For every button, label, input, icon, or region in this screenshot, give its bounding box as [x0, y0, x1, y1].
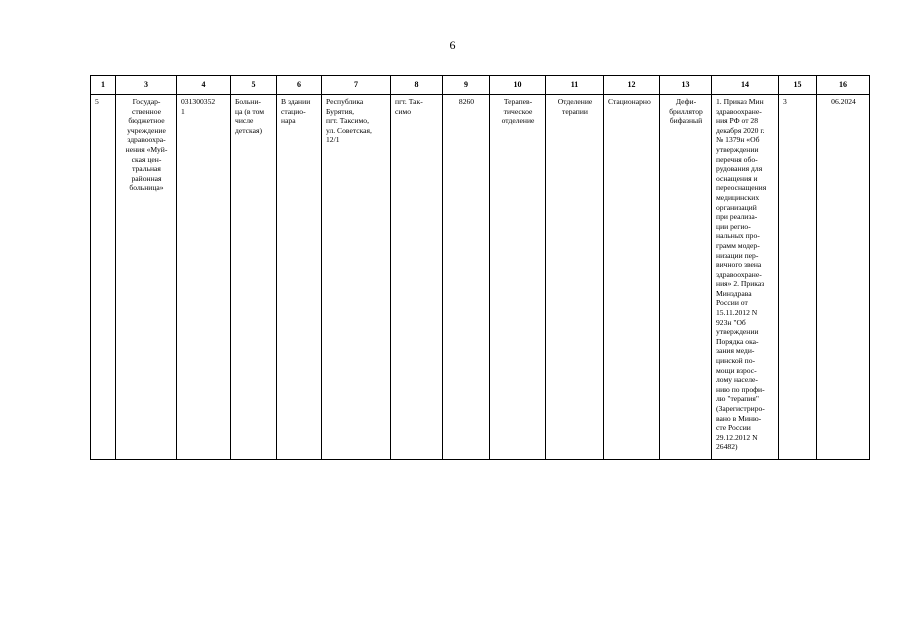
cell-unit: Отделение терапии: [546, 95, 604, 460]
header-cell: 13: [660, 76, 712, 95]
cell-organization-code: 031300352 1: [177, 95, 231, 460]
header-cell: 10: [490, 76, 546, 95]
cell-organization-name: Государ- ственное бюджетное учреждение здравоохра- нения «Муй- ская цен- тральная районная больница»: [116, 95, 177, 460]
header-cell: 14: [712, 76, 779, 95]
page-number: 6: [449, 38, 456, 52]
header-cell: 7: [322, 76, 391, 95]
cell-regulation: 1. Приказ Мин здравоохране- ния РФ от 28 декабря 2020 г. № 1379н «Об утверждении перечня обо- рудования для оснащения и переоснащения медицинских организаций при реализа- ции регио- нальных про- грамм модер- низации пер- вичного звена здравоохране- ния» 2. Приказ Минздрава России от 15.11.2012 N 923н "Об утверждении Порядка ока- зания меди- цинской по- мощи взрос- лому населе- нию по профи- лю "терапия" (Зарегистриро- вано в Миню- сте России 29.12.2012 N 26482): [712, 95, 779, 460]
cell-address: Республика Бурятия, пгт. Таксимо, ул. Советская, 12/1: [322, 95, 391, 460]
cell-facility-type: Больни- ца (в том числе детская): [231, 95, 277, 460]
cell-equipment-name: Дефи- бриллятор бифазный: [660, 95, 712, 460]
header-cell: 6: [277, 76, 322, 95]
header-cell: 16: [817, 76, 870, 95]
header-cell: 4: [177, 76, 231, 95]
header-cell: 8: [391, 76, 443, 95]
header-cell: 12: [604, 76, 660, 95]
cell-care-mode: Стационарно: [604, 95, 660, 460]
header-cell: 5: [231, 76, 277, 95]
cell-quantity: 3: [779, 95, 817, 460]
cell-department: Терапев- тическое отделение: [490, 95, 546, 460]
cell-row-number: 5: [91, 95, 116, 460]
header-cell: 1: [91, 76, 116, 95]
cell-settlement: пгт. Так- симо: [391, 95, 443, 460]
table-header-row: [91, 76, 870, 95]
equipment-table: [90, 75, 870, 460]
cell-delivery-date: 06.2024: [817, 95, 870, 460]
table-row: [91, 95, 870, 460]
header-cell: 15: [779, 76, 817, 95]
cell-location-type: В здании стацио- нара: [277, 95, 322, 460]
header-cell: 9: [443, 76, 490, 95]
cell-population: 8260: [443, 95, 490, 460]
header-cell: 3: [116, 76, 177, 95]
header-cell: 11: [546, 76, 604, 95]
